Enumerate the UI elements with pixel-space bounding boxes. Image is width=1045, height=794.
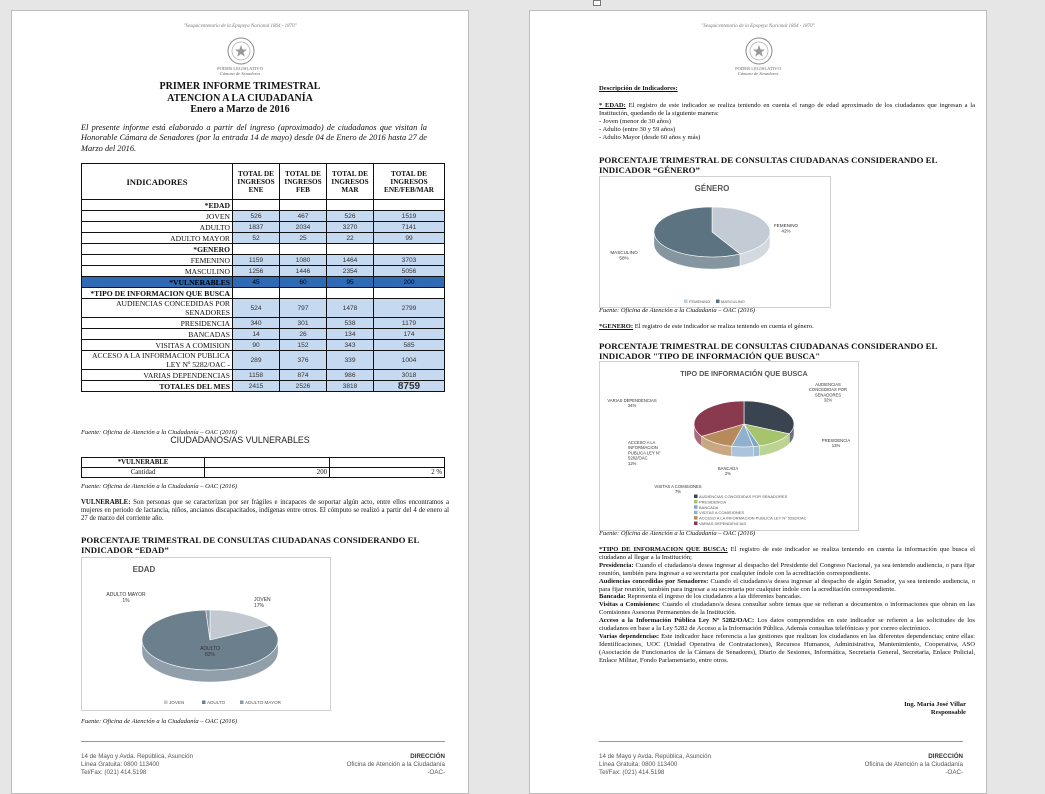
chart-edad [81, 557, 331, 711]
vulnerables-source: Fuente: Oficina de Atención a la Ciudadanía – OAC (2016) [81, 483, 238, 490]
table-cell-value: 2526 [280, 381, 327, 392]
table-cell-value: 99 [374, 233, 445, 244]
pie-value-label: 42% [781, 228, 791, 234]
table-cell-value [280, 288, 327, 299]
pie-slice-label: AUDIENCIAS CONCEDIDAS POR SENADORES 32% [808, 382, 848, 403]
chart-tipo [599, 361, 859, 531]
table-cell-value: 467 [280, 211, 327, 222]
section-edad-title: PORCENTAJE TRIMESTRAL DE CONSULTAS CIUDADANAS CONSIDERANDO EL INDICADOR “EDAD” [81, 535, 419, 556]
pie-slice-label: ADULTO MAYOR 1% [106, 592, 146, 604]
table-cell-value: 1837 [233, 222, 280, 233]
table-row [82, 340, 445, 351]
legend-swatch [694, 522, 698, 526]
table-cell-value: 585 [374, 340, 445, 351]
table-cell-value: 8759 [374, 381, 445, 392]
senate-seal-icon [744, 36, 774, 66]
table-cell-value [327, 200, 374, 211]
table-cell-value: 2034 [280, 222, 327, 233]
table-cell-value: 3270 [327, 222, 374, 233]
table-cell-value: 2415 [233, 381, 280, 392]
legend-label: VARIAS DEPENDENCIAS [699, 521, 747, 526]
table-row [82, 351, 445, 370]
pie-value-label: 17% [254, 603, 265, 609]
section-tipo-title: PORCENTAJE TRIMESTRAL DE CONSULTAS CIUDADANAS CONSIDERANDO EL INDICADOR "TIPO DE INFORMACIÓN QUE BUSCA" [599, 341, 937, 362]
pie-slice-label: BANCADA 2% [717, 466, 739, 477]
table-row [82, 318, 445, 329]
pie-slice-label: VISITAS A COMISIONES 7% [654, 484, 702, 495]
table-row [82, 211, 445, 222]
table-cell-value: 874 [280, 370, 327, 381]
table-cell-value: 526 [233, 211, 280, 222]
selection-handle[interactable] [593, 0, 601, 6]
table-row [82, 255, 445, 266]
section-genero-title: PORCENTAJE TRIMESTRAL DE CONSULTAS CIUDADANAS CONSIDERANDO EL INDICADOR “GÉNERO” [599, 155, 937, 176]
legend-label: PRESIDENCIA [699, 499, 727, 505]
table-header: TOTAL DE INGRESOS ENE/FEB/MAR [374, 164, 445, 200]
legend-label: AUDIENCIAS CONCEDIDAS POR SENADORES [699, 494, 788, 499]
table-cell-value: 797 [280, 299, 327, 318]
pie-slice-label: ADULTO 82% [200, 646, 220, 658]
report-title: PRIMER INFORME TRIMESTRAL ATENCION A LA CIUDADANÍA Enero a Marzo de 2016 [159, 81, 321, 115]
table-cell-value: 45 [233, 277, 280, 288]
table-cell-value: 5056 [374, 266, 445, 277]
legend-label: BANCADA [699, 504, 719, 510]
table-cell-label: MASCULINO [82, 266, 233, 277]
table-row [82, 244, 445, 255]
legend-label: VISITAS A COMISIONES [699, 510, 745, 516]
table-cell-value: 1478 [327, 299, 374, 318]
chart-title: TIPO DE INFORMACIÓN QUE BUSCA [680, 369, 808, 378]
table-cell-value [233, 200, 280, 211]
table-cell-value [280, 200, 327, 211]
pie-value-label: 12% [628, 460, 637, 466]
table-cell-value: 289 [233, 351, 280, 370]
indicators-table [81, 163, 445, 392]
legend-swatch [684, 300, 688, 304]
pie-value-label: 58% [619, 255, 629, 261]
table-cell-value: 95 [327, 277, 374, 288]
table-row [82, 200, 445, 211]
table-cell-value: 1158 [233, 370, 280, 381]
table-cell-label: *VULNERABLES [82, 277, 233, 288]
table-cell-value: 376 [280, 351, 327, 370]
senate-seal-icon [226, 36, 256, 66]
pie-value-label: 34% [627, 403, 637, 409]
table-cell-label: AUDIENCIAS CONCEDIDAS POR SENADORES [82, 299, 233, 318]
pie-value-label: 82% [204, 652, 216, 658]
table-cell-value: 3818 [327, 381, 374, 392]
table-cell-label: *EDAD [82, 200, 233, 211]
document-page-2 [529, 10, 987, 794]
table-cell-value: 1446 [280, 266, 327, 277]
table-cell-value [374, 244, 445, 255]
page-footer: 14 de Mayo y Avda. República, Asunción Línea Gratuita: 0800 113400 Tel/Fax: (021) 414.5198 DIRECCIÓN Oficina de Atención a la Ciudadanía -OAC- [81, 741, 445, 778]
table-cell-value: 174 [374, 329, 445, 340]
table-cell-value: 986 [327, 370, 374, 381]
institution-name: PODER LEGISLATIVO Cámara de Senadores [217, 66, 263, 77]
header-quote: "Sesquicentenario de la Epopeya Nacional 1864 - 1870" [183, 24, 297, 29]
document-page-1 [11, 10, 469, 794]
table-cell-value [233, 288, 280, 299]
table-cell-value: 340 [233, 318, 280, 329]
legend-label: FEMENINO [689, 299, 711, 304]
table-cell-label: *TIPO DE INFORMACION QUE BUSCA [82, 288, 233, 299]
legend-swatch [240, 701, 244, 705]
institution-name: PODER LEGISLATIVO Cámara de Senadores [735, 66, 781, 77]
table-row [82, 266, 445, 277]
signature: Ing. María José Villar Responsable [904, 701, 966, 716]
table-header-row [82, 164, 445, 200]
table-cell-value: 1080 [280, 255, 327, 266]
table-cell-value: 538 [327, 318, 374, 329]
table-row [82, 233, 445, 244]
table-cell-value [374, 200, 445, 211]
legend-swatch [694, 516, 698, 520]
table-cell-value: 1179 [374, 318, 445, 329]
description-item: Acceso a la Información Pública Ley Nº 5282/OAC: Los datos comprendidos en este indicador se refieren a las solicitudes de los ciudadanos en base a la Ley 5282 de Acceso a la Información Pública. Además consultas telefónicas y por correo electrónico. [599, 617, 975, 633]
legend-swatch [164, 701, 168, 705]
description-item: Bancada: Representa el ingreso de los ciudadanos a las diferentes bancadas. [599, 593, 802, 601]
pie-slice-label: MASCULINO 58% [610, 250, 638, 261]
table-header: INDICADORES [82, 164, 233, 200]
table-cell-label: ADULTO MAYOR [82, 233, 233, 244]
table-row [82, 329, 445, 340]
table-cell-value [233, 244, 280, 255]
legend-swatch [694, 505, 698, 509]
table-cell-label: ACCESO A LA INFORMACION PUBLICA LEY Nº 5282/OAC - [82, 351, 233, 370]
table-cell-value: 52 [233, 233, 280, 244]
description-item: Audiencias concedidas por Senadores: Cuando el ciudadano/a desea ingresar al despacho de algún Senador, ya sea teniendo audiencia, o para fijar reunión, también para ingresar a su secretaria por cualquier índole con la acreditación correspondiente. [599, 577, 975, 593]
pie-value-label: 32% [823, 397, 833, 403]
table-cell-label: TOTALES DEL MES [82, 381, 233, 392]
table-cell-label: JOVEN [82, 211, 233, 222]
legend-label: ADULTO [207, 700, 226, 705]
vulnerables-title: CIUDADANOS/AS VULNERABLES [170, 435, 310, 445]
table-cell-value: 60 [280, 277, 327, 288]
table-row [82, 299, 445, 318]
vulnerable-definition: VULNERABLE: Son personas que se caracterizan por ser frágiles e incapaces de soportar algún acto, entre ellos encontramos a mujeres en periodo de lactancia, niños, ancianos discapacitados, indígenas entre otros. El cómputo se realizó a partir del 4 de enero al 27 de marzo del corriente año. [81, 499, 449, 523]
legend-label: JOVEN [169, 700, 185, 705]
table-cell-value: 1519 [374, 211, 445, 222]
chart-genero-source: Fuente: Oficina de Atención a la Ciudadanía – OAC (2016) [599, 307, 756, 314]
legend-label: ACCESO A LA INFORMACION PUBLICA LEY N° 5282/OAC [699, 515, 807, 521]
chart-tipo-source: Fuente: Oficina de Atención a la Ciudadanía – OAC (2016) [599, 530, 756, 537]
table-cell-value: 26 [280, 329, 327, 340]
description-genero: *GENERO: El registro de este indicador se realiza teniendo en cuenta el género. [599, 323, 814, 330]
table-cell-value: 134 [327, 329, 374, 340]
intro-paragraph: El presente informe está elaborado a partir del ingreso (aproximado) de ciudadanos que visitan la Honorable Cámara de Senadores (por la entrada 14 de mayo) desde 04 de Enero de 2016 hasta 27 de Marzo del 2016. [81, 123, 427, 153]
table-cell-value [280, 244, 327, 255]
table-cell-label: ADULTO [82, 222, 233, 233]
legend-label: MASCULINO [721, 299, 745, 304]
pie-value-label: 7% [674, 489, 682, 495]
table-header: TOTAL DE INGRESOS FEB [280, 164, 327, 200]
description-item: Presidencia: Cuando el ciudadano/a desea ingresar al despacho del Presidente del Congreso Nacional, ya sea teniendo audiencia, o para fijar reunión, también para ingresar a su secretaria por cualquier índole con la acreditación correspondiente. [599, 561, 975, 577]
table-cell-value: 524 [233, 299, 280, 318]
legend-swatch [716, 300, 720, 304]
table-row [82, 381, 445, 392]
table-header: TOTAL DE INGRESOS MAR [327, 164, 374, 200]
pie-slice-label: FEMENINO 42% [773, 223, 799, 234]
pie-value-label: 13% [831, 443, 841, 449]
table-cell-value: 3703 [374, 255, 445, 266]
table-cell-value: 22 [327, 233, 374, 244]
table-cell-label: VARIAS DEPENDENCIAS [82, 370, 233, 381]
description-item: Varias dependencias: Este indicador hace referencia a las gestiones que realizan los ciudadanos en las diferentes dependencias; entre ellas: Identificaciones, UOC (Unidad Operativa de Contrataciones), Recursos Humanos, Administrativa, Mantenimiento, Cooperativa, ASO (Asociación de Funcionarios de la Cámara de Senadores), Diario de Sesiones, Informática, Secretaria General, Secretaria, Enlace Policial, Enlace Militar, Fondo Parlamentario, entre otros. [599, 632, 976, 664]
table-row [82, 288, 445, 299]
table-cell-value: 1004 [374, 351, 445, 370]
description-title: Descripción de Indicadores: [599, 85, 678, 92]
pie-slice-side [753, 446, 759, 457]
legend-swatch [694, 500, 698, 504]
table-cell-label: BANCADAS [82, 329, 233, 340]
table-cell-value: 3018 [374, 370, 445, 381]
table-cell-label: VISITAS A COMISION [82, 340, 233, 351]
table-cell-value [374, 288, 445, 299]
table-cell-label: PRESIDENCIA [82, 318, 233, 329]
pie-slice-side [732, 446, 754, 457]
chart-title: EDAD [132, 565, 156, 574]
description-item: Visitas a Comisiones: Cuando el ciudadano/a desea consultar sobre temas que se refieran a documentos o informaciones que obran en las Comisiones Asesoras Permanentes de la Institución. [599, 601, 975, 617]
legend-label: ADULTO MAYOR [245, 700, 281, 705]
table-cell-value: 152 [280, 340, 327, 351]
legend-swatch [694, 511, 698, 515]
vulnerables-table: *VULNERABLE Cantidad 200 2 % [81, 457, 445, 478]
table-cell-value: 1464 [327, 255, 374, 266]
header-quote: "Sesquicentenario de la Epopeya Nacional 1864 - 1870" [701, 24, 815, 29]
table-cell-value: 2799 [374, 299, 445, 318]
table-cell-label: *GENERO [82, 244, 233, 255]
table-cell-value: 7141 [374, 222, 445, 233]
chart-genero [599, 176, 831, 308]
pie-slice-label: JOVEN 17% [254, 597, 271, 609]
pie-slice-label: PRESIDENCIA 13% [821, 438, 851, 449]
pie-slice-label: VARIAS DEPENDENCIAS 34% [607, 398, 657, 409]
table-cell-value: 2354 [327, 266, 374, 277]
legend-swatch [694, 495, 698, 499]
table-cell-value: 14 [233, 329, 280, 340]
legend-swatch [202, 701, 206, 705]
table-row [82, 277, 445, 288]
table-cell-value: 526 [327, 211, 374, 222]
table-row [82, 370, 445, 381]
table-cell-value [327, 244, 374, 255]
pie-value-label: 1% [122, 598, 130, 604]
table-source: Fuente: Oficina de Atención a la Ciudadanía – OAC (2016) [81, 429, 238, 436]
page-footer: 14 de Mayo y Avda. República, Asunción Línea Gratuita: 0800 113400 Tel/Fax: (021) 414.5198 DIRECCIÓN Oficina de Atención a la Ciudadanía -OAC- [599, 741, 963, 778]
table-cell-value: 343 [327, 340, 374, 351]
table-cell-label: FEMENINO [82, 255, 233, 266]
table-cell-value: 1159 [233, 255, 280, 266]
chart-title: GÉNERO [694, 184, 730, 193]
table-cell-value: 200 [374, 277, 445, 288]
table-cell-value: 25 [280, 233, 327, 244]
table-header: TOTAL DE INGRESOS ENE [233, 164, 280, 200]
table-cell-value: 339 [327, 351, 374, 370]
table-cell-value: 301 [280, 318, 327, 329]
pie-value-label: 2% [724, 471, 732, 477]
pie-slice-label: ACCESO A LA INFORMACION PUBLICA LEY N° 5282/OAC 12% [628, 440, 661, 466]
table-cell-value: 1256 [233, 266, 280, 277]
table-cell-value: 90 [233, 340, 280, 351]
description-tipo: *TIPO DE INFORMACION QUE BUSCA: El registro de este indicador se realiza teniendo en cuenta la información que busca el ciudadano al llegar a la Institución; Presidencia: Cuando el ciudadano/a desea ingresar al despacho del Presidente del Congreso Nacional, ya sea teniendo audiencia, o para fijar reunión, también para ingresar a su secretaria por cualquier índole con la acreditación correspondiente. Audiencias concedidas por Senadores: Cuando el ciudadano/a desea ingresar al despacho de algún Senador, ya sea teniendo audiencia, o para fijar reunión, también para ingresar a su secretaria por cualquier índole con la acreditación correspondiente. Bancada: Representa el ingreso de los ciudadanos a las diferentes bancadas. Visitas a Comisiones: Cuando el ciudadano/a desea consultar sobre temas que se refieran a documentos o informaciones que obran en las Comisiones Asesoras Permanentes de la Institución. Acceso a la Información Pública Ley Nº 5282/OAC: Los datos comprendidos en este indicador se refieren a las solicitudes de los ciudadanos en base a la Ley 5282 de Acceso a la Información Pública. Además consultas telefónicas y por correo electrónico. Varias dependencias: Este indicador hace referencia a las gestiones que realizan los ciudadanos en las diferentes dependencias; entre ellas: Identificaciones, UOC (Unidad Operativa de Contrataciones), Recursos Humanos, Administrativa, Mantenimiento, Cooperativa, ASO (Asociación de Funcionarios de la Cámara de Senadores), Diario de Sesiones, Informática, Secretaria General, Secretaria, Enlace Policial, Enlace Militar, Fondo Parlamentario, entre otros. [599, 546, 976, 664]
chart-edad-source: Fuente: Oficina de Atención a la Ciudadanía – OAC (2016) [81, 718, 238, 725]
description-edad: * EDAD: El registro de este indicador se realiza teniendo en cuenta el rango de edad aproximado de los ciudadanos que ingresan a la Institución, quedando de la siguiente manera: - Joven (menor de 30 años) - Adulto (entre 30 y 59 años) - Adulto Mayor (desde 60 años y más) [599, 102, 975, 141]
table-cell-value [327, 288, 374, 299]
table-row [82, 222, 445, 233]
